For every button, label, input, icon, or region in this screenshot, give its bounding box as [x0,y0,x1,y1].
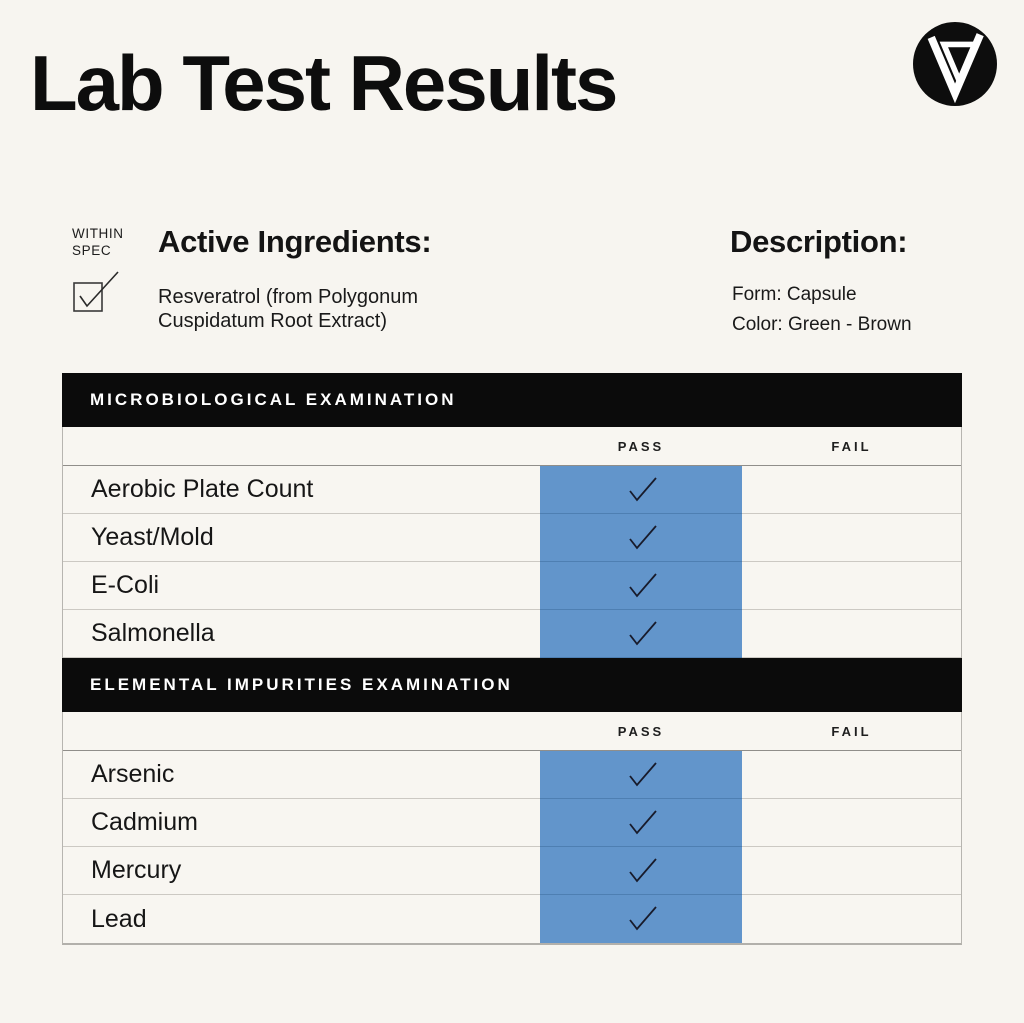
test-name: Cadmium [91,808,198,836]
test-name: Mercury [91,856,182,884]
pass-column-header: PASS [617,438,665,454]
fail-cell [742,514,961,561]
fail-column-header: FAIL [831,723,872,739]
checked-checkbox-icon [72,268,122,314]
checkmark-icon [620,571,662,601]
fail-cell [742,562,961,609]
pass-cell [540,610,742,658]
microbiological-banner-title: MICROBIOLOGICAL EXAMINATION [90,390,457,409]
columns-header [63,427,961,466]
results-tables [62,373,962,945]
pass-cell [540,847,742,895]
checkmark-icon [620,856,662,886]
checkmark-icon [620,760,662,790]
fail-cell [742,466,961,513]
active-ingredients-heading: Active Ingredients: [158,224,432,259]
pass-column-header: PASS [617,723,665,739]
table-row [63,799,961,847]
table-row [63,895,961,943]
elemental-banner [62,658,962,712]
checkmark-icon [620,904,662,934]
columns-header [63,712,961,751]
microbiological-banner [62,373,962,427]
test-name: Yeast/Mold [91,523,214,551]
checkmark-icon [620,475,662,505]
checkmark-icon [620,523,662,553]
within-spec-label: WITHIN SPEC [72,226,124,258]
pass-cell [540,895,742,943]
fail-cell [742,610,961,657]
table-row [63,466,961,514]
description-heading: Description: [730,224,908,259]
pass-cell [540,562,742,610]
description-form: Form: Capsule [732,284,857,305]
table-row [63,562,961,610]
table-row [63,514,961,562]
fail-column-header: FAIL [831,438,872,454]
fail-cell [742,799,961,846]
test-name: E-Coli [91,571,160,599]
test-name: Salmonella [91,619,215,647]
pass-cell [540,466,742,514]
active-ingredient-text: Resveratrol (from Polygonum Cuspidatum Root Extract) [158,286,419,333]
elemental-banner-title: ELEMENTAL IMPURITIES EXAMINATION [90,675,513,694]
description-color: Color: Green - Brown [732,314,912,335]
pass-cell [540,751,742,799]
pass-cell [540,799,742,847]
pass-cell [540,514,742,562]
test-name: Arsenic [91,760,175,788]
test-name: Lead [91,904,147,933]
table-row [63,751,961,799]
table-row [63,610,961,658]
page-title: Lab Test Results [30,39,617,127]
fail-cell [742,847,961,894]
checkmark-icon [620,808,662,838]
fail-cell [742,751,961,798]
checkmark-icon [620,619,662,649]
fail-cell [742,895,961,943]
test-name: Aerobic Plate Count [91,475,314,503]
brand-logo-icon [913,22,997,106]
table-row [63,847,961,895]
